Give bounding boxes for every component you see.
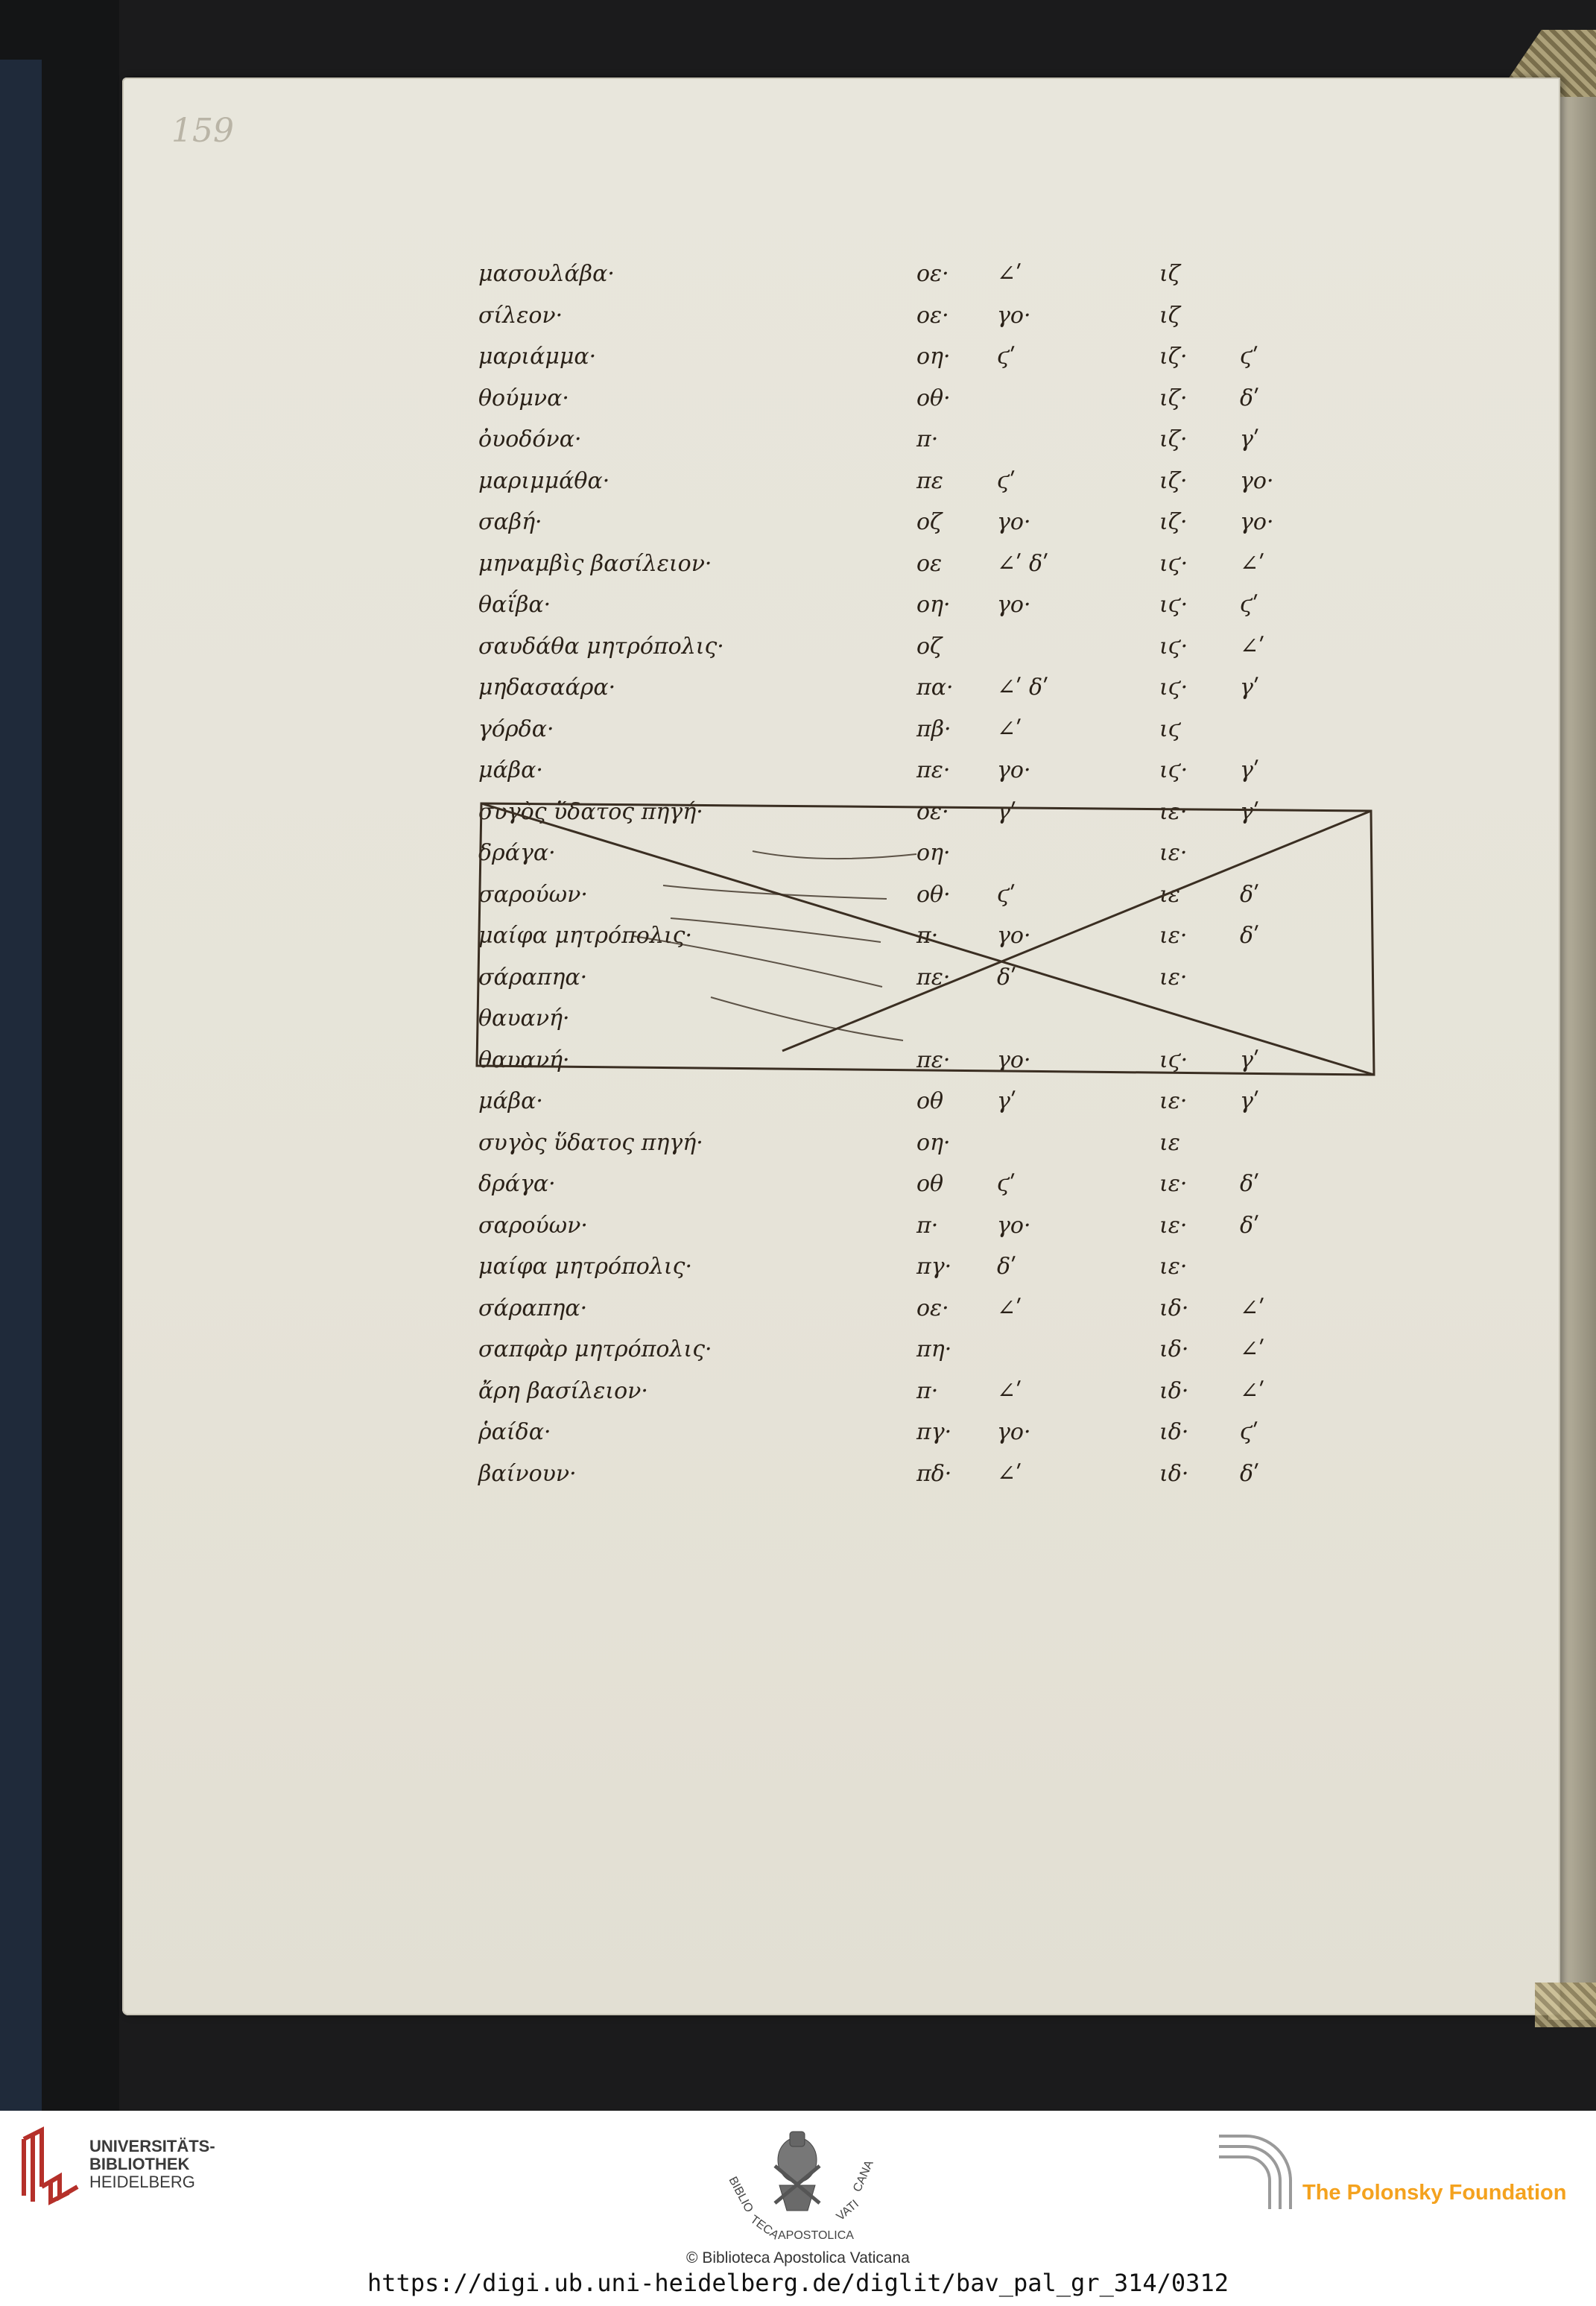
latitude-fraction: δʹ — [1240, 1461, 1260, 1487]
place-name: μάβα· — [478, 1088, 543, 1114]
latitude-degrees: ιε — [1159, 882, 1180, 908]
longitude-degrees: οη· — [916, 840, 951, 866]
place-name: μαίφα μητρόπολις· — [478, 1254, 692, 1280]
ub-line-1: UNIVERSITÄTS- — [89, 2137, 215, 2155]
place-name: σάραπηα· — [478, 1295, 588, 1321]
latitude-fraction: δʹ — [1240, 1213, 1260, 1239]
longitude-degrees: οε· — [916, 303, 949, 329]
longitude-fraction: γʹ — [997, 799, 1017, 825]
longitude-fraction: δʹ — [997, 964, 1017, 991]
latitude-fraction: γο· — [1240, 509, 1274, 535]
longitude-fraction: γο· — [997, 509, 1031, 535]
place-name: θαυανή· — [478, 1005, 570, 1032]
longitude-fraction: ∠ʹ δʹ — [997, 675, 1049, 701]
latitude-degrees: ιζ — [1159, 261, 1181, 287]
longitude-degrees: πη· — [916, 1336, 952, 1362]
latitude-degrees: ιζ· — [1159, 344, 1188, 370]
longitude-degrees: οθ — [916, 1171, 944, 1197]
longitude-fraction: ϛʹ — [997, 882, 1016, 908]
latitude-fraction: γʹ — [1240, 757, 1260, 783]
longitude-fraction: γο· — [997, 757, 1031, 783]
latitude-degrees: ιϛ· — [1159, 634, 1188, 660]
longitude-degrees: π· — [916, 1378, 939, 1404]
latitude-degrees: ιε· — [1159, 1088, 1188, 1114]
longitude-fraction: ∠ʹ — [997, 716, 1022, 742]
place-name: σίλεον· — [478, 303, 563, 329]
polonsky-foundation-name: The Polonsky Foundation — [1302, 2181, 1567, 2205]
latitude-fraction: γʹ — [1240, 799, 1260, 825]
latitude-degrees: ιζ· — [1159, 509, 1188, 535]
latitude-fraction: ∠ʹ — [1240, 1336, 1265, 1362]
latitude-degrees: ιϛ· — [1159, 551, 1188, 577]
latitude-degrees: ιζ — [1159, 303, 1181, 329]
longitude-degrees: π· — [916, 426, 939, 452]
place-name: ὀυοδόνα· — [478, 426, 582, 452]
latitude-fraction: ∠ʹ — [1240, 634, 1265, 660]
polonsky-foundation-mark — [1216, 2129, 1298, 2211]
place-name: συγὸς ὕδατος πηγή· — [478, 1130, 703, 1156]
latitude-degrees: ιϛ· — [1159, 592, 1188, 618]
longitude-degrees: οθ — [916, 1088, 944, 1114]
longitude-degrees: πδ· — [916, 1461, 952, 1487]
place-name: μαίφα μητρόπολις· — [478, 923, 692, 949]
place-name: σαρούων· — [478, 882, 588, 908]
longitude-fraction: ∠ʹ — [997, 1378, 1022, 1404]
longitude-fraction: ∠ʹ — [997, 261, 1022, 287]
latitude-degrees: ιδ· — [1159, 1461, 1189, 1487]
latitude-degrees: ιε· — [1159, 1171, 1188, 1197]
latitude-fraction: γʹ — [1240, 1047, 1260, 1073]
longitude-degrees: πε· — [916, 757, 951, 783]
latitude-degrees: ιδ· — [1159, 1378, 1189, 1404]
latitude-degrees: ιε· — [1159, 1254, 1188, 1280]
latitude-degrees: ιε· — [1159, 923, 1188, 949]
longitude-degrees: οε· — [916, 261, 949, 287]
longitude-fraction: ϛʹ — [997, 344, 1016, 370]
place-name: μαριμμάθα· — [478, 468, 610, 494]
ub-line-3: HEIDELBERG — [89, 2173, 195, 2191]
place-name: ῥαίδα· — [478, 1419, 551, 1445]
place-name: μηδασαάρα· — [478, 675, 616, 701]
latitude-fraction: ϛʹ — [1240, 1419, 1259, 1445]
latitude-degrees: ιζ· — [1159, 426, 1188, 452]
longitude-fraction: γο· — [997, 1419, 1031, 1445]
place-name: σαρούων· — [478, 1213, 588, 1239]
latitude-degrees: ιδ· — [1159, 1336, 1189, 1362]
latitude-fraction: ∠ʹ — [1240, 1295, 1265, 1321]
longitude-degrees: οθ· — [916, 385, 951, 411]
longitude-degrees: πε· — [916, 1047, 951, 1073]
latitude-degrees: ιϛ· — [1159, 675, 1188, 701]
latitude-degrees: ιε· — [1159, 1213, 1188, 1239]
longitude-fraction: δʹ — [997, 1254, 1017, 1280]
ub-line-2: BIBLIOTHEK — [89, 2155, 190, 2173]
place-name: σαβή· — [478, 509, 542, 535]
binding-edge — [0, 60, 42, 2111]
latitude-degrees: ιδ· — [1159, 1295, 1189, 1321]
svg-text:APOSTOLICA: APOSTOLICA — [778, 2229, 854, 2242]
longitude-degrees: πε· — [916, 964, 951, 991]
place-name: θαυανή· — [478, 1047, 570, 1073]
bav-credit: © Biblioteca Apostolica Vaticana — [686, 2249, 910, 2266]
latitude-degrees: ιε· — [1159, 964, 1188, 991]
latitude-fraction: δʹ — [1240, 923, 1260, 949]
latitude-degrees: ιε· — [1159, 840, 1188, 866]
folio-number: 159 — [171, 112, 234, 150]
longitude-degrees: οε — [916, 551, 943, 577]
latitude-fraction: γʹ — [1240, 426, 1260, 452]
longitude-fraction: ∠ʹ — [997, 1295, 1022, 1321]
longitude-degrees: π· — [916, 923, 939, 949]
latitude-degrees: ιζ· — [1159, 468, 1188, 494]
longitude-degrees: πα· — [916, 675, 954, 701]
place-name: δράγα· — [478, 1171, 556, 1197]
longitude-fraction: γο· — [997, 923, 1031, 949]
latitude-degrees: ιϛ — [1159, 716, 1181, 742]
longitude-degrees: πγ· — [916, 1254, 952, 1280]
longitude-degrees: πβ· — [916, 716, 951, 742]
place-name: μασουλάβα· — [478, 261, 615, 287]
longitude-degrees: πε — [916, 468, 943, 494]
place-name: θαΐβα· — [478, 592, 551, 618]
longitude-fraction: γʹ — [997, 1088, 1017, 1114]
place-name: δράγα· — [478, 840, 556, 866]
latitude-fraction: δʹ — [1240, 385, 1260, 411]
latitude-degrees: ιε· — [1159, 799, 1188, 825]
svg-text:CANA: CANA — [851, 2158, 876, 2194]
place-name: βαίνουν· — [478, 1461, 577, 1487]
latitude-fraction: δʹ — [1240, 882, 1260, 908]
place-name: μηναμβὶς βασίλειον· — [478, 551, 712, 577]
latitude-fraction: γʹ — [1240, 1088, 1260, 1114]
latitude-fraction: γο· — [1240, 468, 1274, 494]
place-name: ἄρη βασίλειον· — [478, 1378, 648, 1404]
longitude-fraction: ∠ʹ — [997, 1461, 1022, 1487]
latitude-degrees: ιϛ· — [1159, 757, 1188, 783]
latitude-degrees: ιδ· — [1159, 1419, 1189, 1445]
source-url[interactable]: https://digi.ub.uni-heidelberg.de/diglit/bav_pal_gr_314/0312 — [367, 2269, 1229, 2297]
longitude-fraction: γο· — [997, 592, 1031, 618]
longitude-degrees: οη· — [916, 344, 951, 370]
longitude-fraction: γο· — [997, 303, 1031, 329]
longitude-degrees: οη· — [916, 592, 951, 618]
latitude-fraction: δʹ — [1240, 1171, 1260, 1197]
latitude-fraction: ∠ʹ — [1240, 1378, 1265, 1404]
longitude-degrees: πγ· — [916, 1419, 952, 1445]
place-name: μάβα· — [478, 757, 543, 783]
longitude-fraction: γο· — [997, 1047, 1031, 1073]
latitude-fraction: ∠ʹ — [1240, 551, 1265, 577]
manuscript-page — [122, 78, 1560, 2015]
ub-heidelberg-name — [89, 2138, 215, 2191]
place-name: σάραπηα· — [478, 964, 588, 991]
place-name: γόρδα· — [478, 716, 554, 742]
svg-text:BIBLIO: BIBLIO — [726, 2174, 756, 2215]
longitude-fraction: ϛʹ — [997, 468, 1016, 494]
longitude-fraction: ∠ʹ δʹ — [997, 551, 1049, 577]
longitude-degrees: π· — [916, 1213, 939, 1239]
place-name: συγὸς ὕδατος πηγή· — [478, 799, 703, 825]
latitude-degrees: ιϛ· — [1159, 1047, 1188, 1073]
place-name: σαπφὰρ μητρόπολις· — [478, 1336, 712, 1362]
longitude-fraction: γο· — [997, 1213, 1031, 1239]
longitude-degrees: οε· — [916, 799, 949, 825]
svg-text:TECA: TECA — [747, 2213, 782, 2243]
longitude-fraction: ϛʹ — [997, 1171, 1016, 1197]
latitude-fraction: γʹ — [1240, 675, 1260, 701]
ub-heidelberg-logo — [18, 2124, 80, 2206]
svg-text:VATI: VATI — [834, 2197, 861, 2224]
latitude-fraction: ϛʹ — [1240, 592, 1259, 618]
vatican-library-emblem — [708, 2121, 887, 2255]
longitude-degrees: οθ· — [916, 882, 951, 908]
longitude-degrees: οζ — [916, 634, 943, 660]
longitude-degrees: οη· — [916, 1130, 951, 1156]
longitude-degrees: οζ — [916, 509, 943, 535]
book-ribbon-bottom — [1535, 1983, 1596, 2027]
place-name: θούμνα· — [478, 385, 569, 411]
latitude-degrees: ιε — [1159, 1130, 1180, 1156]
place-name: σαυδάθα μητρόπολις· — [478, 634, 724, 660]
latitude-fraction: ϛʹ — [1240, 344, 1259, 370]
longitude-degrees: οε· — [916, 1295, 949, 1321]
latitude-degrees: ιζ· — [1159, 385, 1188, 411]
place-name: μαριάμμα· — [478, 344, 597, 370]
